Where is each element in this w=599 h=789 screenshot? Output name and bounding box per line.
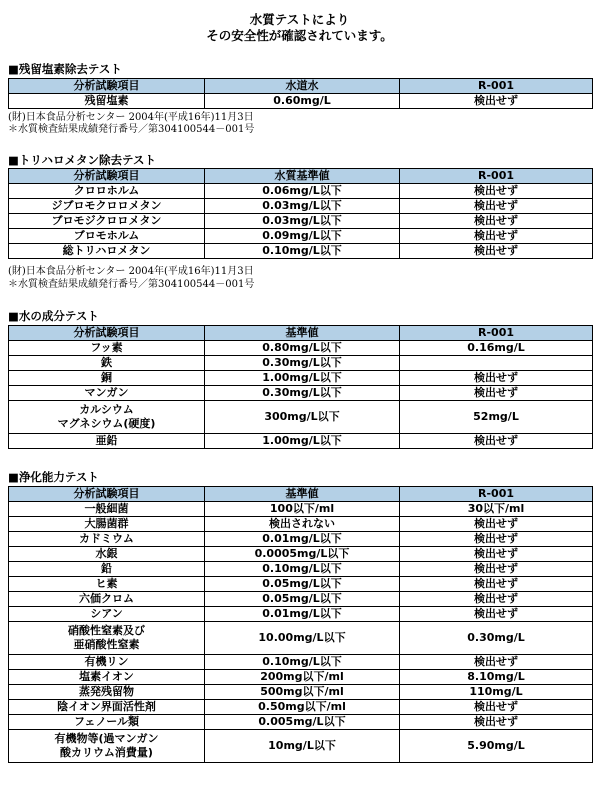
result-cell: 検出せず (400, 434, 593, 449)
table-row (9, 730, 593, 763)
column-header: R-001 (400, 487, 593, 502)
column-header: 基準値 (205, 326, 400, 341)
result-cell: 検出せず (400, 517, 593, 532)
standard-cell: 0.03mg/L以下 (205, 214, 400, 229)
standard-cell: 検出されない (205, 517, 400, 532)
standard-cell: 1.00mg/L以下 (205, 434, 400, 449)
table-row (9, 229, 593, 244)
standard-cell: 0.05mg/L以下 (205, 577, 400, 592)
standard-cell: 0.10mg/L以下 (205, 244, 400, 259)
standard-cell: 0.06mg/L以下 (205, 184, 400, 199)
column-header: 分析試験項目 (9, 487, 205, 502)
column-header: R-001 (400, 79, 593, 94)
standard-cell: 500mg以下/ml (205, 685, 400, 700)
title-line-2: その安全性が確認されています。 (206, 28, 393, 43)
result-cell: 0.16mg/L (400, 341, 593, 356)
result-cell: 検出せず (400, 607, 593, 622)
item-cell: 一般細菌 (9, 502, 205, 517)
table-header-row (9, 169, 593, 184)
item-cell: 陰イオン界面活性剤 (9, 700, 205, 715)
column-header: 分析試験項目 (9, 326, 205, 341)
item-cell: 大腸菌群 (9, 517, 205, 532)
item-cell: カドミウム (9, 532, 205, 547)
item-cell: フェノール類 (9, 715, 205, 730)
item-cell: 蒸発残留物 (9, 685, 205, 700)
table-row (9, 356, 593, 371)
item-cell: 塩素イオン (9, 670, 205, 685)
standard-cell: 0.01mg/L以下 (205, 607, 400, 622)
result-cell: 検出せず (400, 229, 593, 244)
item-cell: 有機物等(過マンガン 酸カリウム消費量) (9, 730, 205, 763)
item-cell: シアン (9, 607, 205, 622)
table-trihalomethane (8, 168, 593, 259)
table-purification (8, 486, 593, 763)
item-cell: マンガン (9, 386, 205, 401)
standard-cell: 0.0005mg/L以下 (205, 547, 400, 562)
table-row (9, 532, 593, 547)
result-cell: 検出せず (400, 577, 593, 592)
table-row (9, 199, 593, 214)
standard-cell: 0.30mg/L以下 (205, 356, 400, 371)
table-row (9, 655, 593, 670)
table-row (9, 517, 593, 532)
column-header: 水道水 (205, 79, 400, 94)
item-cell: ヒ素 (9, 577, 205, 592)
column-header: 水質基準値 (205, 169, 400, 184)
result-cell: 30以下/ml (400, 502, 593, 517)
result-cell (400, 356, 593, 371)
standard-cell: 0.50mg以下/ml (205, 700, 400, 715)
standard-cell: 0.60mg/L (205, 94, 400, 109)
table-row (9, 670, 593, 685)
result-cell: 検出せず (400, 700, 593, 715)
item-cell: 銅 (9, 371, 205, 386)
result-cell: 検出せず (400, 655, 593, 670)
item-cell: 鉄 (9, 356, 205, 371)
result-cell: 検出せず (400, 214, 593, 229)
standard-cell: 10mg/L以下 (205, 730, 400, 763)
note-report-number: ＊水質検査結果成績発行番号／第304100544－001号 (8, 124, 255, 135)
item-cell: 水銀 (9, 547, 205, 562)
table-row (9, 184, 593, 199)
item-cell: ブロモホルム (9, 229, 205, 244)
result-cell: 110mg/L (400, 685, 593, 700)
item-cell: ブロモジクロロメタン (9, 214, 205, 229)
result-cell: 検出せず (400, 562, 593, 577)
table-row (9, 502, 593, 517)
document-title (0, 0, 599, 44)
table-row (9, 547, 593, 562)
section-heading-trihalomethane: ■トリハロメタン除去テスト (8, 153, 157, 167)
table-row (9, 607, 593, 622)
table-header-row (9, 326, 593, 341)
table-row (9, 562, 593, 577)
table-row (9, 94, 593, 109)
table-water-components (8, 325, 593, 449)
table-row (9, 371, 593, 386)
standard-cell: 300mg/L以下 (205, 401, 400, 434)
column-header: R-001 (400, 169, 593, 184)
table-row (9, 341, 593, 356)
result-cell: 検出せず (400, 94, 593, 109)
standard-cell: 0.03mg/L以下 (205, 199, 400, 214)
standard-cell: 200mg以下/ml (205, 670, 400, 685)
item-cell: 六価クロム (9, 592, 205, 607)
table-row (9, 386, 593, 401)
standard-cell: 0.80mg/L以下 (205, 341, 400, 356)
item-cell: ジブロモクロロメタン (9, 199, 205, 214)
standard-cell: 0.01mg/L以下 (205, 532, 400, 547)
table-row (9, 244, 593, 259)
column-header: 分析試験項目 (9, 169, 205, 184)
result-cell: 検出せず (400, 547, 593, 562)
item-cell: カルシウム マグネシウム(硬度) (9, 401, 205, 434)
standard-cell: 0.30mg/L以下 (205, 386, 400, 401)
result-cell: 検出せず (400, 371, 593, 386)
table-row (9, 700, 593, 715)
note-analysis-center: (財)日本食品分析センター 2004年(平成16年)11月3日 (8, 266, 254, 277)
item-cell: クロロホルム (9, 184, 205, 199)
table-row (9, 401, 593, 434)
section-heading-residual-chlorine: ■残留塩素除去テスト (8, 62, 122, 76)
result-cell: 5.90mg/L (400, 730, 593, 763)
table-row (9, 622, 593, 655)
note-report-number: ＊水質検査結果成績発行番号／第304100544－001号 (8, 279, 255, 290)
result-cell: 検出せず (400, 592, 593, 607)
result-cell: 52mg/L (400, 401, 593, 434)
standard-cell: 0.10mg/L以下 (205, 655, 400, 670)
table-row (9, 214, 593, 229)
result-cell: 検出せず (400, 715, 593, 730)
result-cell: 8.10mg/L (400, 670, 593, 685)
section-heading-purification: ■浄化能力テスト (8, 470, 99, 484)
column-header: 基準値 (205, 487, 400, 502)
note-analysis-center: (財)日本食品分析センター 2004年(平成16年)11月3日 (8, 112, 254, 123)
item-cell: 残留塩素 (9, 94, 205, 109)
table-row (9, 434, 593, 449)
standard-cell: 0.10mg/L以下 (205, 562, 400, 577)
standard-cell: 10.00mg/L以下 (205, 622, 400, 655)
table-header-row (9, 487, 593, 502)
column-header: R-001 (400, 326, 593, 341)
standard-cell: 1.00mg/L以下 (205, 371, 400, 386)
column-header: 分析試験項目 (9, 79, 205, 94)
item-cell: 硝酸性窒素及び 亜硝酸性窒素 (9, 622, 205, 655)
title-line-1: 水質テストにより (249, 12, 350, 27)
item-cell: 有機リン (9, 655, 205, 670)
standard-cell: 0.09mg/L以下 (205, 229, 400, 244)
standard-cell: 0.005mg/L以下 (205, 715, 400, 730)
result-cell: 検出せず (400, 199, 593, 214)
result-cell: 検出せず (400, 386, 593, 401)
section-heading-water-components: ■水の成分テスト (8, 309, 99, 323)
item-cell: 亜鉛 (9, 434, 205, 449)
result-cell: 検出せず (400, 244, 593, 259)
item-cell: 総トリハロメタン (9, 244, 205, 259)
table-row (9, 592, 593, 607)
table-row (9, 685, 593, 700)
result-cell: 0.30mg/L (400, 622, 593, 655)
result-cell: 検出せず (400, 184, 593, 199)
standard-cell: 100以下/ml (205, 502, 400, 517)
item-cell: フッ素 (9, 341, 205, 356)
result-cell: 検出せず (400, 532, 593, 547)
item-cell: 鉛 (9, 562, 205, 577)
standard-cell: 0.05mg/L以下 (205, 592, 400, 607)
table-residual-chlorine (8, 78, 593, 109)
table-row (9, 715, 593, 730)
table-header-row (9, 79, 593, 94)
table-row (9, 577, 593, 592)
